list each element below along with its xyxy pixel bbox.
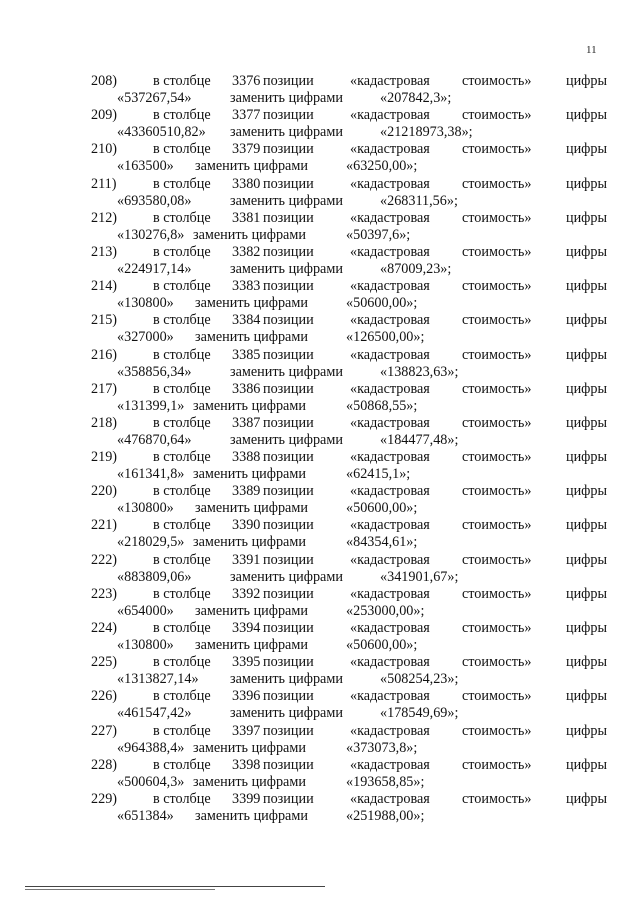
column-label: в столбце <box>153 654 211 671</box>
old-value: «130276,8» <box>117 226 185 243</box>
digits-label: цифры <box>566 790 608 807</box>
cost-label: стоимость» <box>462 585 532 602</box>
digits-label: цифры <box>566 449 608 466</box>
item-number: 213) <box>91 243 118 260</box>
list-item <box>0 688 640 722</box>
old-value: «651384» <box>117 807 174 824</box>
page-number: 11 <box>586 44 597 56</box>
digits-label: цифры <box>566 141 608 158</box>
digits-label: цифры <box>566 175 608 192</box>
item-number: 228) <box>91 756 118 773</box>
position-label: позиции <box>263 449 314 466</box>
old-value: «964388,4» <box>117 739 185 756</box>
old-value: «161341,8» <box>117 466 185 483</box>
list-item <box>0 107 640 141</box>
position-label: позиции <box>263 346 314 363</box>
new-value: «50600,00»; <box>346 637 418 653</box>
cost-label: стоимость» <box>462 449 532 466</box>
replace-label: заменить цифрами <box>230 192 343 209</box>
list-item <box>0 723 640 757</box>
cost-label: стоимость» <box>462 551 532 568</box>
position-label: позиции <box>263 722 314 739</box>
cost-label: стоимость» <box>462 73 532 89</box>
column-label: в столбце <box>153 107 211 124</box>
digits-label: цифры <box>566 654 608 671</box>
column-label: в столбце <box>153 449 211 466</box>
item-number: 217) <box>91 380 118 397</box>
cadastral-label: «кадастровая <box>350 346 430 363</box>
position-label: позиции <box>263 756 314 773</box>
cost-label: стоимость» <box>462 790 532 807</box>
list-item <box>0 449 640 483</box>
new-value: «253000,00»; <box>346 602 425 619</box>
column-label: в столбце <box>153 756 211 773</box>
position-label: позиции <box>263 209 314 226</box>
cadastral-label: «кадастровая <box>350 312 430 329</box>
item-number: 224) <box>91 620 118 636</box>
new-value: «207842,3»; <box>380 90 452 106</box>
digits-label: цифры <box>566 278 608 295</box>
list-item <box>0 757 640 791</box>
new-value: «373073,8»; <box>346 739 418 756</box>
replace-label: заменить цифрами <box>230 568 343 585</box>
new-value: «193658,85»; <box>346 773 425 790</box>
new-value: «178549,69»; <box>380 705 459 722</box>
position-label: позиции <box>263 790 314 807</box>
column-label: в столбце <box>153 517 211 534</box>
cadastral-label: «кадастровая <box>350 756 430 773</box>
position-label: позиции <box>263 620 314 636</box>
replace-label: заменить цифрами <box>195 637 308 653</box>
column-label: в столбце <box>153 346 211 363</box>
digits-label: цифры <box>566 380 608 397</box>
cadastral-label: «кадастровая <box>350 175 430 192</box>
position-label: позиции <box>263 585 314 602</box>
cost-label: стоимость» <box>462 278 532 295</box>
list-item <box>0 210 640 244</box>
list-item <box>0 312 640 346</box>
item-number: 226) <box>91 688 118 705</box>
replace-label: заменить цифрами <box>193 739 306 756</box>
item-number: 209) <box>91 107 118 124</box>
replace-label: заменить цифрами <box>193 226 306 243</box>
list-item <box>0 586 640 620</box>
column-label: в столбце <box>153 790 211 807</box>
cadastral-label: «кадастровая <box>350 688 430 705</box>
column-label: в столбце <box>153 141 211 158</box>
list-item <box>0 347 640 381</box>
cost-label: стоимость» <box>462 175 532 192</box>
old-value: «224917,14» <box>117 260 192 277</box>
new-value: «62415,1»; <box>346 466 411 483</box>
old-value: «43360510,82» <box>117 124 206 141</box>
footer-divider-secondary <box>25 889 215 890</box>
cadastral-label: «кадастровая <box>350 243 430 260</box>
list-item <box>0 654 640 688</box>
position-code: 3387 <box>232 414 261 431</box>
item-number: 225) <box>91 654 118 671</box>
replace-label: заменить цифрами <box>195 329 308 346</box>
new-value: «21218973,38»; <box>380 124 473 141</box>
position-code: 3399 <box>232 790 261 807</box>
cost-label: стоимость» <box>462 688 532 705</box>
digits-label: цифры <box>566 688 608 705</box>
old-value: «693580,08» <box>117 192 192 209</box>
list-item <box>0 620 640 654</box>
replace-label: заменить цифрами <box>193 466 306 483</box>
position-code: 3396 <box>232 688 261 705</box>
cost-label: стоимость» <box>462 312 532 329</box>
old-value: «327000» <box>117 329 174 346</box>
item-number: 214) <box>91 278 118 295</box>
position-label: позиции <box>263 654 314 671</box>
item-number: 215) <box>91 312 118 329</box>
position-code: 3384 <box>232 312 261 329</box>
new-value: «84354,61»; <box>346 534 418 551</box>
position-code: 3382 <box>232 243 261 260</box>
replace-label: заменить цифрами <box>230 124 343 141</box>
replace-label: заменить цифрами <box>195 158 308 175</box>
amendment-list <box>0 73 640 825</box>
position-label: позиции <box>263 380 314 397</box>
digits-label: цифры <box>566 620 608 636</box>
cadastral-label: «кадастровая <box>350 585 430 602</box>
digits-label: цифры <box>566 414 608 431</box>
replace-label: заменить цифрами <box>230 363 343 380</box>
digits-label: цифры <box>566 312 608 329</box>
new-value: «508254,23»; <box>380 671 459 688</box>
cost-label: стоимость» <box>462 654 532 671</box>
cost-label: стоимость» <box>462 414 532 431</box>
old-value: «130800» <box>117 295 174 312</box>
old-value: «358856,34» <box>117 363 192 380</box>
new-value: «50868,55»; <box>346 397 418 414</box>
digits-label: цифры <box>566 756 608 773</box>
old-value: «500604,3» <box>117 773 185 790</box>
list-item <box>0 483 640 517</box>
cost-label: стоимость» <box>462 483 532 500</box>
replace-label: заменить цифрами <box>230 431 343 448</box>
item-number: 211) <box>91 175 117 192</box>
cadastral-label: «кадастровая <box>350 73 430 89</box>
item-number: 229) <box>91 790 118 807</box>
new-value: «138823,63»; <box>380 363 459 380</box>
column-label: в столбце <box>153 688 211 705</box>
position-code: 3386 <box>232 380 261 397</box>
cadastral-label: «кадастровая <box>350 722 430 739</box>
position-label: позиции <box>263 688 314 705</box>
position-code: 3383 <box>232 278 261 295</box>
column-label: в столбце <box>153 312 211 329</box>
replace-label: заменить цифрами <box>195 500 308 517</box>
column-label: в столбце <box>153 551 211 568</box>
column-label: в столбце <box>153 209 211 226</box>
new-value: «251988,00»; <box>346 807 425 824</box>
list-item <box>0 176 640 210</box>
position-code: 3391 <box>232 551 261 568</box>
item-number: 223) <box>91 585 118 602</box>
digits-label: цифры <box>566 346 608 363</box>
cadastral-label: «кадастровая <box>350 620 430 636</box>
item-number: 221) <box>91 517 118 534</box>
new-value: «50397,6»; <box>346 226 411 243</box>
digits-label: цифры <box>566 551 608 568</box>
digits-label: цифры <box>566 722 608 739</box>
old-value: «130800» <box>117 637 174 653</box>
position-code: 3395 <box>232 654 261 671</box>
cost-label: стоимость» <box>462 209 532 226</box>
list-item <box>0 791 640 825</box>
replace-label: заменить цифрами <box>230 90 343 106</box>
replace-label: заменить цифрами <box>230 260 343 277</box>
item-number: 222) <box>91 551 118 568</box>
item-number: 216) <box>91 346 118 363</box>
column-label: в столбце <box>153 278 211 295</box>
cadastral-label: «кадастровая <box>350 790 430 807</box>
digits-label: цифры <box>566 73 608 89</box>
position-code: 3389 <box>232 483 261 500</box>
column-label: в столбце <box>153 483 211 500</box>
position-label: позиции <box>263 312 314 329</box>
digits-label: цифры <box>566 209 608 226</box>
new-value: «50600,00»; <box>346 295 418 312</box>
list-item <box>0 552 640 586</box>
column-label: в столбце <box>153 620 211 636</box>
item-number: 212) <box>91 209 118 226</box>
position-code: 3390 <box>232 517 261 534</box>
new-value: «87009,23»; <box>380 260 452 277</box>
replace-label: заменить цифрами <box>195 295 308 312</box>
cost-label: стоимость» <box>462 346 532 363</box>
list-item <box>0 415 640 449</box>
cadastral-label: «кадастровая <box>350 449 430 466</box>
position-label: позиции <box>263 551 314 568</box>
replace-label: заменить цифрами <box>193 397 306 414</box>
position-code: 3380 <box>232 175 261 192</box>
cost-label: стоимость» <box>462 756 532 773</box>
old-value: «218029,5» <box>117 534 185 551</box>
digits-label: цифры <box>566 107 608 124</box>
list-item <box>0 73 640 107</box>
position-code: 3394 <box>232 620 261 636</box>
position-label: позиции <box>263 414 314 431</box>
list-item <box>0 141 640 175</box>
position-code: 3388 <box>232 449 261 466</box>
old-value: «130800» <box>117 500 174 517</box>
position-code: 3377 <box>232 107 261 124</box>
item-number: 218) <box>91 414 118 431</box>
position-code: 3397 <box>232 722 261 739</box>
cadastral-label: «кадастровая <box>350 517 430 534</box>
item-number: 208) <box>91 73 118 89</box>
replace-label: заменить цифрами <box>230 705 343 722</box>
item-number: 227) <box>91 722 118 739</box>
position-code: 3379 <box>232 141 261 158</box>
position-label: позиции <box>263 175 314 192</box>
new-value: «50600,00»; <box>346 500 418 517</box>
old-value: «131399,1» <box>117 397 185 414</box>
replace-label: заменить цифрами <box>193 534 306 551</box>
cadastral-label: «кадастровая <box>350 141 430 158</box>
old-value: «654000» <box>117 602 174 619</box>
position-code: 3392 <box>232 585 261 602</box>
column-label: в столбце <box>153 175 211 192</box>
new-value: «126500,00»; <box>346 329 425 346</box>
list-item <box>0 517 640 551</box>
position-code: 3376 <box>232 73 261 89</box>
old-value: «537267,54» <box>117 90 192 106</box>
cadastral-label: «кадастровая <box>350 380 430 397</box>
item-number: 220) <box>91 483 118 500</box>
replace-label: заменить цифрами <box>195 807 308 824</box>
old-value: «163500» <box>117 158 174 175</box>
cost-label: стоимость» <box>462 722 532 739</box>
cost-label: стоимость» <box>462 141 532 158</box>
cost-label: стоимость» <box>462 107 532 124</box>
position-label: позиции <box>263 278 314 295</box>
digits-label: цифры <box>566 517 608 534</box>
replace-label: заменить цифрами <box>193 773 306 790</box>
replace-label: заменить цифрами <box>195 602 308 619</box>
cost-label: стоимость» <box>462 243 532 260</box>
new-value: «341901,67»; <box>380 568 459 585</box>
cadastral-label: «кадастровая <box>350 551 430 568</box>
old-value: «476870,64» <box>117 431 192 448</box>
old-value: «883809,06» <box>117 568 192 585</box>
position-code: 3381 <box>232 209 261 226</box>
position-code: 3398 <box>232 756 261 773</box>
cadastral-label: «кадастровая <box>350 654 430 671</box>
position-code: 3385 <box>232 346 261 363</box>
cadastral-label: «кадастровая <box>350 414 430 431</box>
position-label: позиции <box>263 243 314 260</box>
old-value: «1313827,14» <box>117 671 199 688</box>
column-label: в столбце <box>153 414 211 431</box>
cadastral-label: «кадастровая <box>350 107 430 124</box>
replace-label: заменить цифрами <box>230 671 343 688</box>
new-value: «268311,56»; <box>380 192 458 209</box>
item-number: 219) <box>91 449 118 466</box>
list-item <box>0 278 640 312</box>
position-label: позиции <box>263 483 314 500</box>
cadastral-label: «кадастровая <box>350 483 430 500</box>
digits-label: цифры <box>566 483 608 500</box>
column-label: в столбце <box>153 73 211 89</box>
digits-label: цифры <box>566 585 608 602</box>
digits-label: цифры <box>566 243 608 260</box>
column-label: в столбце <box>153 722 211 739</box>
cost-label: стоимость» <box>462 620 532 636</box>
cadastral-label: «кадастровая <box>350 209 430 226</box>
footer-divider <box>25 886 325 887</box>
new-value: «63250,00»; <box>346 158 418 175</box>
column-label: в столбце <box>153 585 211 602</box>
item-number: 210) <box>91 141 118 158</box>
cost-label: стоимость» <box>462 380 532 397</box>
position-label: позиции <box>263 141 314 158</box>
position-label: позиции <box>263 517 314 534</box>
old-value: «461547,42» <box>117 705 192 722</box>
cost-label: стоимость» <box>462 517 532 534</box>
new-value: «184477,48»; <box>380 431 459 448</box>
list-item <box>0 244 640 278</box>
column-label: в столбце <box>153 243 211 260</box>
position-label: позиции <box>263 107 314 124</box>
column-label: в столбце <box>153 380 211 397</box>
cadastral-label: «кадастровая <box>350 278 430 295</box>
list-item <box>0 381 640 415</box>
position-label: позиции <box>263 73 314 89</box>
